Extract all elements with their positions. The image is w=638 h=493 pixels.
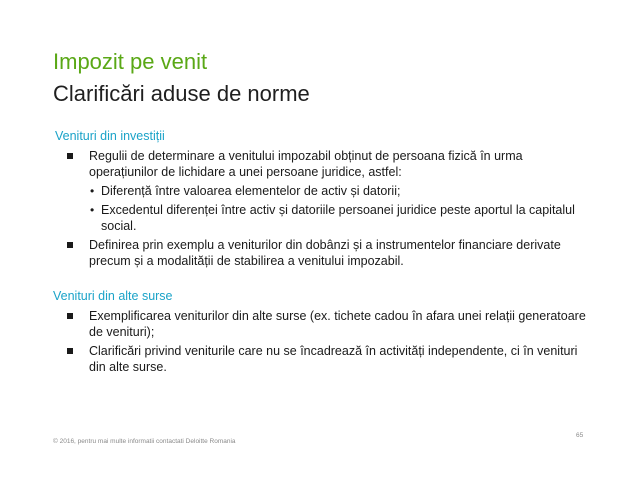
section-heading: Venituri din alte surse [53,289,173,303]
sub-list-item [53,202,593,234]
square-bullet-icon [67,313,73,319]
list-item [53,343,593,375]
square-bullet-icon [67,348,73,354]
slide-title: Impozit pe venit [53,49,208,74]
dot-bullet-icon: • [90,203,95,217]
slide-content [53,128,593,394]
list-item-text: Regulii de determinare a venitului impozabil obținut de persoana fizică în urma operațiunilor de lichidare a unei persoane juridice, astfel: [89,149,523,179]
list-item-text: Clarificări privind veniturile care nu se încadrează în activități independente, ci în venituri din alte surse. [89,344,578,374]
page-number: 65 [576,432,584,439]
slide-subtitle: Clarificări aduse de norme [53,81,310,106]
section-heading: Venituri din investiții [55,129,165,143]
list-item [53,308,593,340]
list-item-text: Exemplificarea veniturilor din alte surse (ex. tichete cadou în afara unei relații generatoare de venituri); [89,309,586,339]
sub-list-item-text: Diferență între valoarea elementelor de activ și datorii; [101,184,401,198]
list-item [53,237,593,269]
section-other-income [53,288,593,375]
dot-bullet-icon: • [90,184,95,198]
list-item [53,148,593,234]
square-bullet-icon [67,153,73,159]
section-investment-income [53,128,593,269]
footer-copyright: © 2016, pentru mai multe informatii contactati Deloitte Romania [53,438,236,445]
square-bullet-icon [67,242,73,248]
sub-list-item-text: Excedentul diferenței între activ și datoriile persoanei juridice peste aportul la capitalul social. [101,203,575,233]
sub-list-item [53,183,593,199]
list-item-text: Definirea prin exemplu a veniturilor din dobânzi și a instrumentelor financiare derivate precum și a modalității de stabilirea a venitului impozabil. [89,238,561,268]
